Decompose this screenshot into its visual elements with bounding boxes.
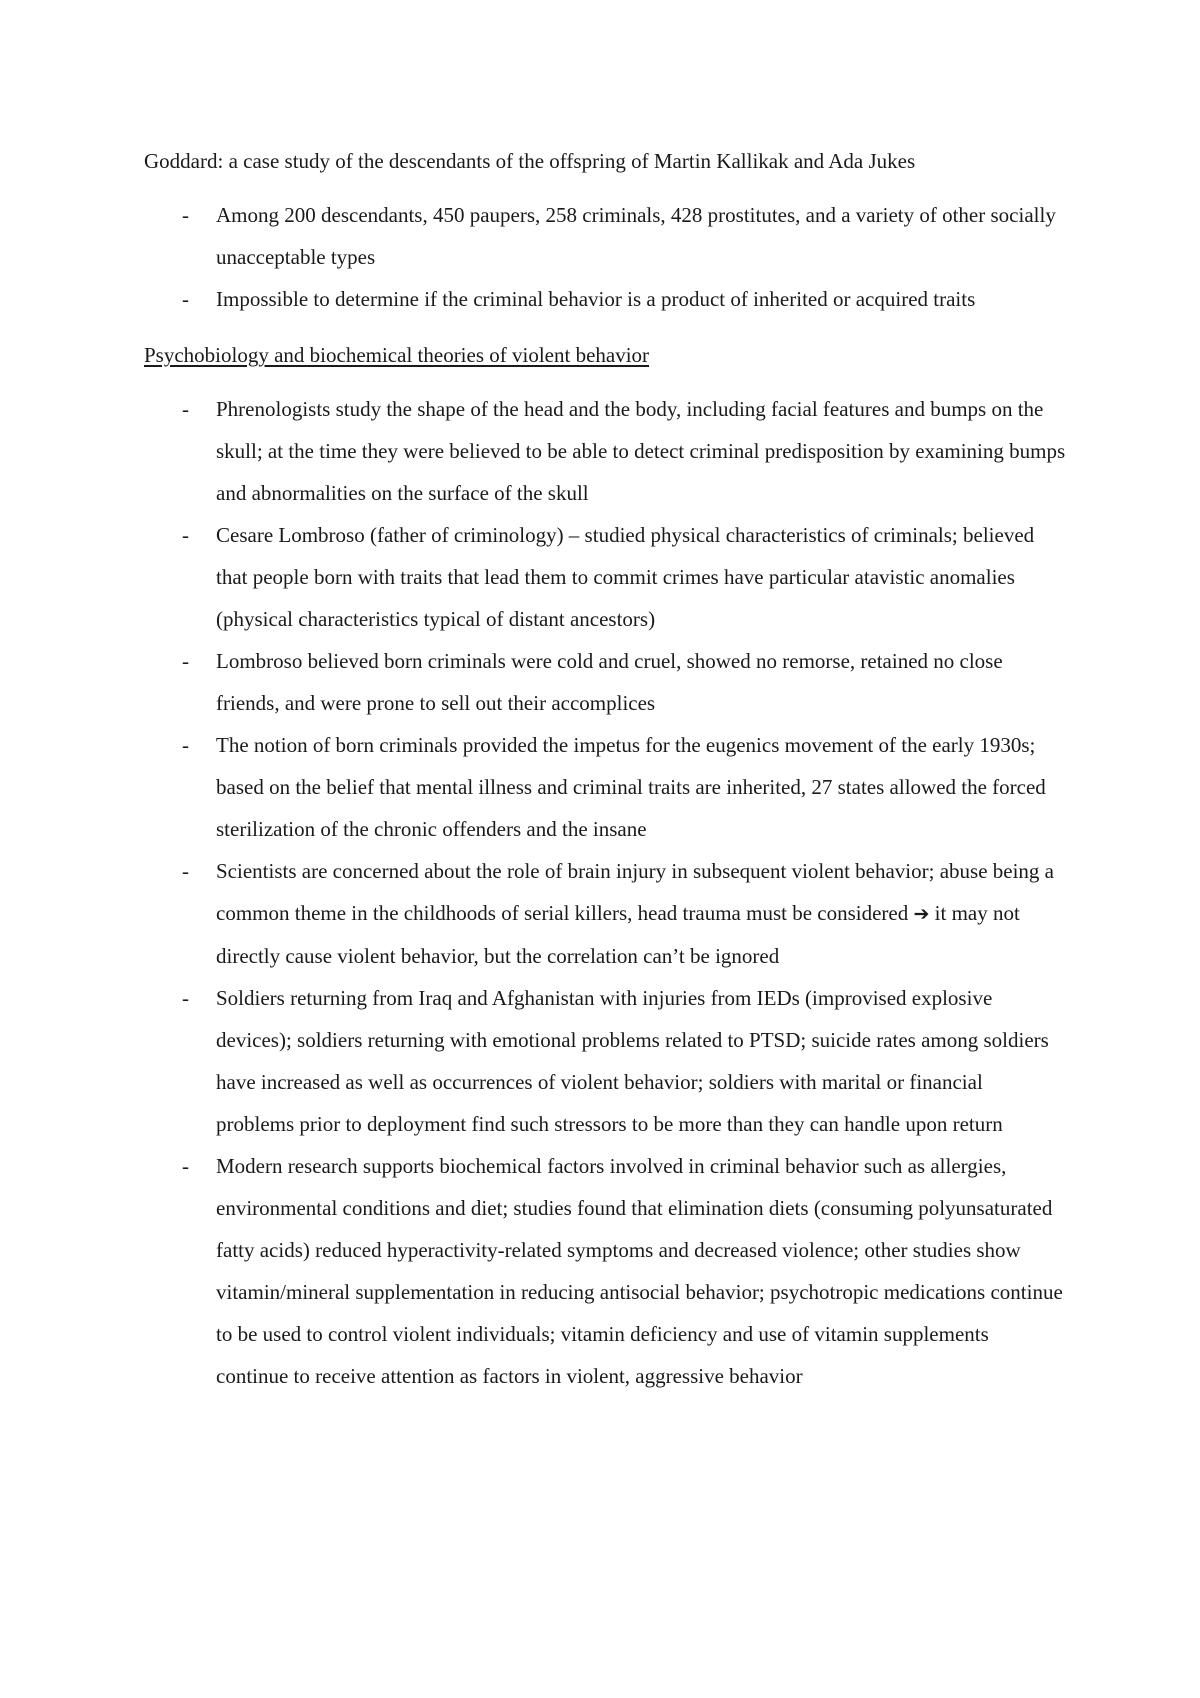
intro-paragraph: Goddard: a case study of the descendants of the offspring of Martin Kallikak and Ada Jukes (144, 149, 916, 173)
bullet-text: Soldiers returning from Iraq and Afghanistan with injuries from IEDs (improvised explosive devices); soldiers returning with emotional problems related to PTSD; suicide rates among soldiers have increased as well as occurrences of violent behavior; soldiers with marital or financial problems prior to deployment find such stressors to be more than they can handle upon return (216, 986, 1049, 1136)
bullet-dash: - (182, 287, 189, 311)
list-item (144, 514, 1066, 640)
list-item (144, 640, 1066, 724)
section-bullet-list (144, 388, 1066, 1397)
bullet-text: Impossible to determine if the criminal behavior is a product of inherited or acquired traits (216, 287, 976, 311)
bullet-dash: - (182, 397, 189, 421)
list-item (144, 724, 1066, 850)
list-item (144, 1145, 1066, 1397)
bullet-dash: - (182, 203, 189, 227)
bullet-text: Lombroso believed born criminals were cold and cruel, showed no remorse, retained no close friends, and were prone to sell out their accomplices (216, 649, 1003, 715)
bullet-dash: - (182, 986, 189, 1010)
list-item (144, 278, 1066, 320)
list-item (144, 194, 1066, 278)
bullet-text-before-arrow: Scientists are concerned about the role of brain injury in subsequent violent behavior; abuse being a common theme in the childhoods of serial killers, head trauma must be considered (216, 859, 1055, 925)
bullet-text-after-arrow: it may not directly cause violent behavior, but the correlation can’t be ignored (216, 901, 1020, 968)
document-page (144, 140, 1066, 1397)
bullet-dash: - (182, 859, 189, 883)
list-item (144, 977, 1066, 1145)
bullet-text: Cesare Lombroso (father of criminology) – studied physical characteristics of criminals; believed that people born with traits that lead them to commit crimes have particular atavistic anomalies (physical characteristics typical of distant ancestors) (216, 523, 1035, 631)
bullet-text: The notion of born criminals provided the impetus for the eugenics movement of the early 1930s; based on the belief that mental illness and criminal traits are inherited, 27 states allowed the forced sterilization of the chronic offenders and the insane (216, 733, 1046, 841)
right-arrow-icon: ➔ (913, 903, 930, 925)
list-item (144, 850, 1066, 977)
bullet-dash: - (182, 733, 189, 757)
section-heading: Psychobiology and biochemical theories of violent behavior (144, 343, 650, 367)
bullet-dash: - (182, 523, 189, 547)
list-item (144, 388, 1066, 514)
intro-bullet-list (144, 194, 1066, 320)
bullet-dash: - (182, 1154, 189, 1178)
bullet-dash: - (182, 649, 189, 673)
bullet-text: Modern research supports biochemical factors involved in criminal behavior such as allergies, environmental conditions and diet; studies found that elimination diets (consuming polyunsaturated fatty acids) reduced hyperactivity-related symptoms and decreased violence; other studies show vitamin/mineral supplementation in reducing antisocial behavior; psychotropic medications continue to be used to control violent individuals; vitamin deficiency and use of vitamin supplements continue to receive attention as factors in violent, aggressive behavior (216, 1154, 1063, 1388)
bullet-text: Phrenologists study the shape of the head and the body, including facial features and bumps on the skull; at the time they were believed to be able to detect criminal predisposition by examining bumps and abnormalities on the surface of the skull (216, 397, 1066, 505)
bullet-text: Among 200 descendants, 450 paupers, 258 criminals, 428 prostitutes, and a variety of other socially unacceptable types (216, 203, 1056, 269)
